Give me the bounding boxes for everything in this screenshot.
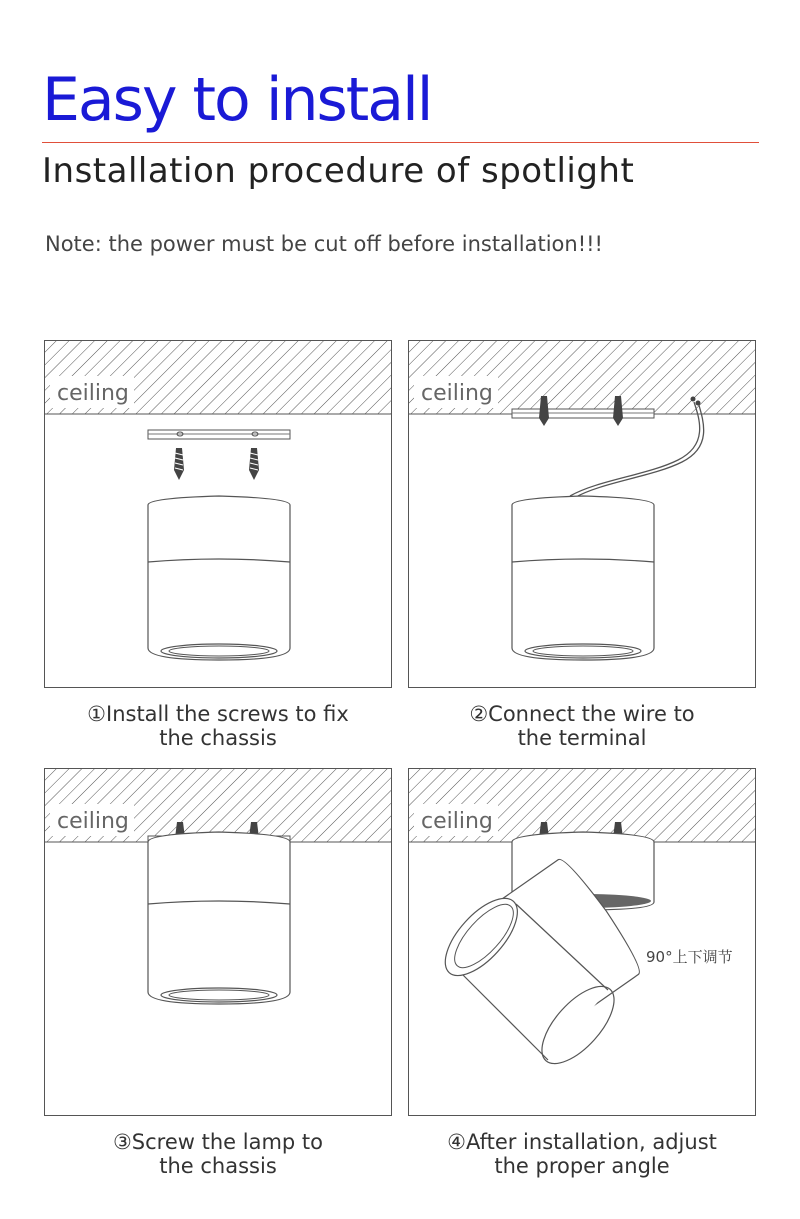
spotlight-lamp <box>148 832 290 1004</box>
step-1-caption-line1: ①Install the screws to fix <box>87 702 349 726</box>
spotlight-lamp <box>148 496 290 660</box>
step-2-caption-line2: the terminal <box>517 726 647 750</box>
step-2-caption-line1: ②Connect the wire to <box>469 702 695 726</box>
step-4-illustration <box>408 768 756 1116</box>
step-4-panel <box>408 768 756 1116</box>
ceiling-label: ceiling <box>421 809 493 834</box>
page-title: Easy to install <box>42 65 432 135</box>
step-2-illustration <box>408 340 756 688</box>
step-2-caption <box>408 702 756 750</box>
step-2-panel <box>408 340 756 688</box>
step-4-caption <box>408 1130 756 1178</box>
step-1-caption <box>44 702 392 750</box>
ceiling-label: ceiling <box>57 809 129 834</box>
step-1-illustration <box>44 340 392 688</box>
step-3-caption-line1: ③Screw the lamp to <box>112 1130 324 1154</box>
step-3-panel <box>44 768 392 1116</box>
page-subtitle: Installation procedure of spotlight <box>42 151 635 191</box>
ceiling-label: ceiling <box>57 381 129 406</box>
step-3-illustration <box>44 768 392 1116</box>
step-4-caption-line1: ④After installation, adjust <box>447 1130 717 1154</box>
spotlight-lamp <box>512 496 654 660</box>
step-3-caption <box>44 1130 392 1178</box>
step-1-panel <box>44 340 392 688</box>
title-divider <box>42 142 759 143</box>
step-1-caption-line2: the chassis <box>159 726 277 750</box>
angle-adjust-note: 90°上下调节 <box>646 948 733 966</box>
ceiling-label: ceiling <box>421 381 493 406</box>
step-3-caption-line2: the chassis <box>159 1154 277 1178</box>
mounting-bracket <box>148 430 290 439</box>
mounting-bracket <box>512 409 654 418</box>
safety-note: Note: the power must be cut off before installation!!! <box>45 232 603 256</box>
step-4-caption-line2: the proper angle <box>494 1154 670 1178</box>
